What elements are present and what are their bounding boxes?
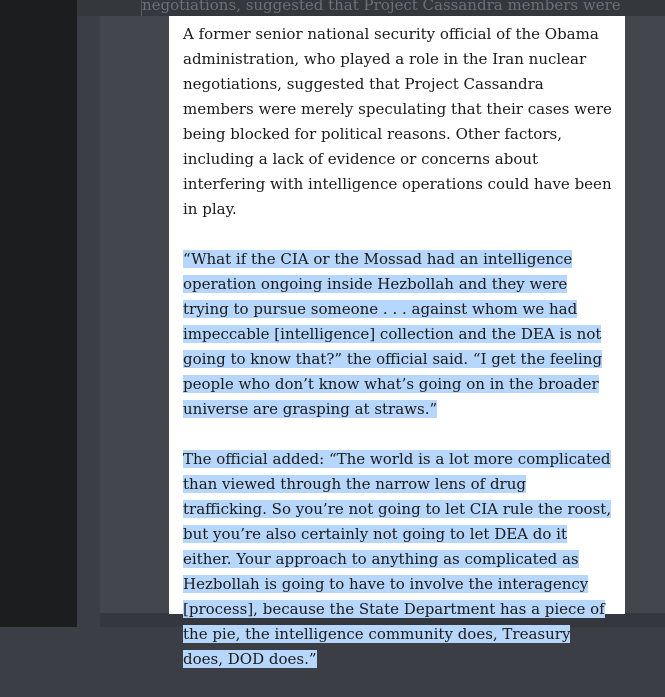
selected-text-paragraph-3: The official added: “The world is a lot more complicated than viewed through the narrow lens of drug trafficking. So you’re not going to let CIA rule the roost, but you’re also certainly not going to let DEA do it either. Your approach to anything as complicated as Hezbollah is going to have to involve the interagency [process], because the State Department has a piece of the pie, the intelligence community does, Treasury does, DOD does.”	[183, 450, 612, 668]
background-article-text: negotiations, suggested that Project Cassandra members were	[142, 0, 621, 14]
selected-text-paragraph-2: “What if the CIA or the Mossad had an intelligence operation ongoing inside Hezbollah and they were trying to pursue someone . . . against whom we had impeccable [intelligence] collection and the DEA is not going to know that?” the official said. “I get the feeling people who don’t know what’s going on in the broader universe are grasping at straws.”	[183, 250, 603, 418]
article-body[interactable]	[183, 22, 613, 697]
paragraph-1-text: A former senior national security official of the Obama administration, who played a role in the Iran nuclear negotiations, suggested that Project Cassandra members were merely speculating that their cases were being blocked for political reasons. Other factors, including a lack of evidence or concerns about interfering with intelligence operations could have been in play.	[183, 25, 612, 218]
left-sidebar-strip	[0, 0, 77, 627]
article-page[interactable]	[169, 16, 625, 668]
article-paragraph-2[interactable]	[183, 247, 613, 422]
article-paragraph-3[interactable]	[183, 447, 613, 672]
article-paragraph-1[interactable]	[183, 22, 613, 222]
